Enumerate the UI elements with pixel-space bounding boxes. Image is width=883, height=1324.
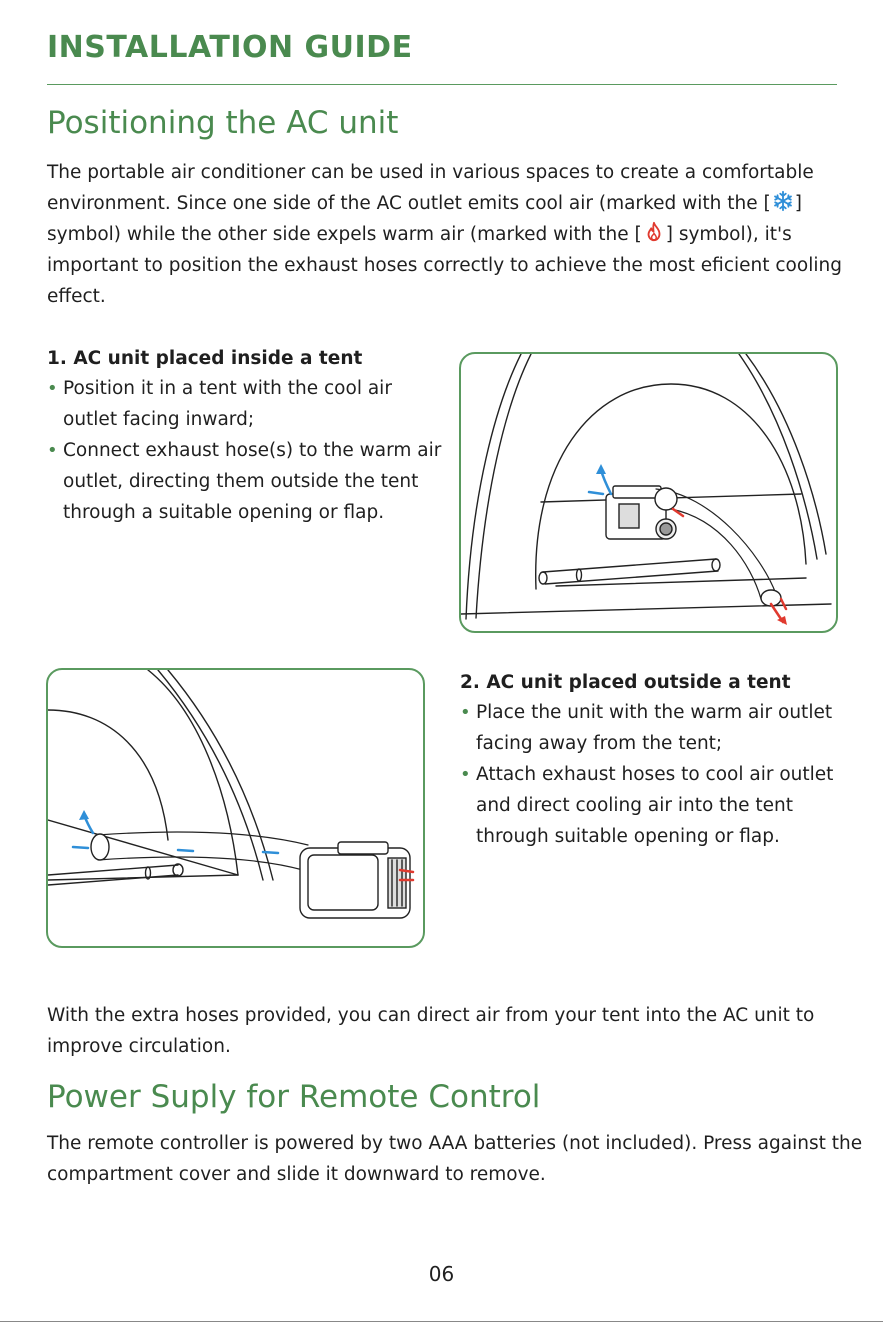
extra-hoses-note: With the extra hoses provided, you can direct air from your tent into the AC unit to improve circulation.	[47, 1005, 815, 1057]
case2-bullet-1: • Place the unit with the warm air outlet facing away from the tent;	[460, 697, 850, 759]
page-number: 06	[428, 1262, 455, 1286]
case1-bullet-1: • Position it in a tent with the cool air outlet facing inward;	[47, 373, 447, 435]
section-title-power: Power Suply for Remote Control	[47, 1079, 541, 1115]
intro-text-2: ] symbol) while the other side expels warm air (marked with the [	[47, 193, 802, 245]
power-paragraph: The remote controller is powered by two AAA batteries (not included). Press against the compartment cover and slide it downward to remove.	[47, 1133, 863, 1185]
case1-title: 1. AC unit placed inside a tent	[47, 348, 363, 369]
intro-paragraph	[47, 157, 847, 312]
snowflake-icon	[772, 190, 794, 212]
case1-bullet-2: • Connect exhaust hose(s) to the warm air outlet, directing them outside the tent through a suitable opening or flap.	[47, 435, 447, 528]
footer-divider	[0, 1321, 883, 1322]
section-title-positioning: Positioning the AC unit	[47, 105, 399, 141]
illustration-ac-inside-tent	[459, 352, 838, 633]
flame-icon	[643, 221, 665, 243]
illustration-ac-outside-tent	[46, 668, 425, 948]
case-outside-tent	[460, 672, 850, 852]
case-inside-tent	[47, 348, 447, 528]
page-title: INSTALLATION GUIDE	[47, 30, 413, 65]
intro-text-3: ] symbol), it's important to position the exhaust hoses correctly to achieve the most eficient cooling effect.	[47, 224, 842, 307]
case2-bullet-2: • Attach exhaust hoses to cool air outlet and direct cooling air into the tent through suitable opening or flap.	[460, 759, 850, 852]
case2-title: 2. AC unit placed outside a tent	[460, 672, 791, 693]
case1-bullets	[47, 373, 447, 528]
case2-bullets	[460, 697, 850, 852]
title-divider	[47, 84, 837, 85]
intro-text-1: The portable air conditioner can be used in various spaces to create a comfortable environment. Since one side of the AC outlet emits cool air (marked with the [	[47, 162, 814, 214]
